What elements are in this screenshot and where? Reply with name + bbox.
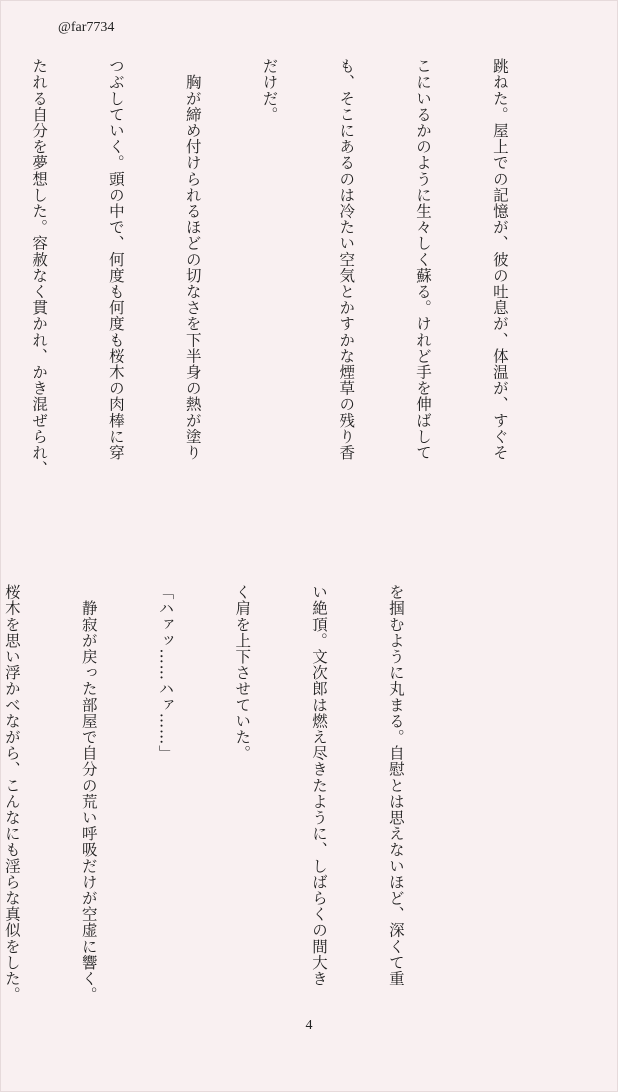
upper-text-block [30, 58, 563, 518]
text-line: こにいるかのように生々しく蘇る。けれど手を伸ばして [414, 58, 433, 461]
text-line: だけだ。 [260, 58, 279, 123]
text-line: も、そこにあるのは冷たい空気とかすかな煙草の残り香 [337, 58, 356, 461]
text-line: 跳ねた。屋上での記憶が、彼の吐息が、体温が、すぐそ [490, 58, 509, 461]
text-line: 静寂が戻った部屋で自分の荒い呼吸だけが空虚に響く。 [79, 584, 98, 1003]
lower-text-block [2, 584, 459, 1024]
author-handle: @far7734 [58, 20, 115, 35]
text-line: 胸が締め付けられるほどの切なさを下半身の熱が塗り [183, 58, 202, 461]
text-line: 桜木を思い浮かべながら、こんなにも淫らな真似をした。 [2, 584, 21, 1003]
text-line: く肩を上下させていた。 [233, 584, 252, 762]
dialogue-line: 「ハァッ……ハァ……」 [156, 584, 175, 762]
text-line: を掴むように丸まる。自慰とは思えないほど、深くて重 [386, 584, 405, 987]
text-line: たれる自分を夢想した。容赦なく貫かれ、かき混ぜられ、 [30, 58, 49, 477]
text-line: い絶頂。文次郎は燃え尽きたように、しばらくの間大き [310, 584, 329, 987]
text-line: つぶしていく。頭の中で、何度も何度も桜木の肉棒に穿 [106, 58, 125, 461]
page-number: 4 [305, 1018, 313, 1033]
